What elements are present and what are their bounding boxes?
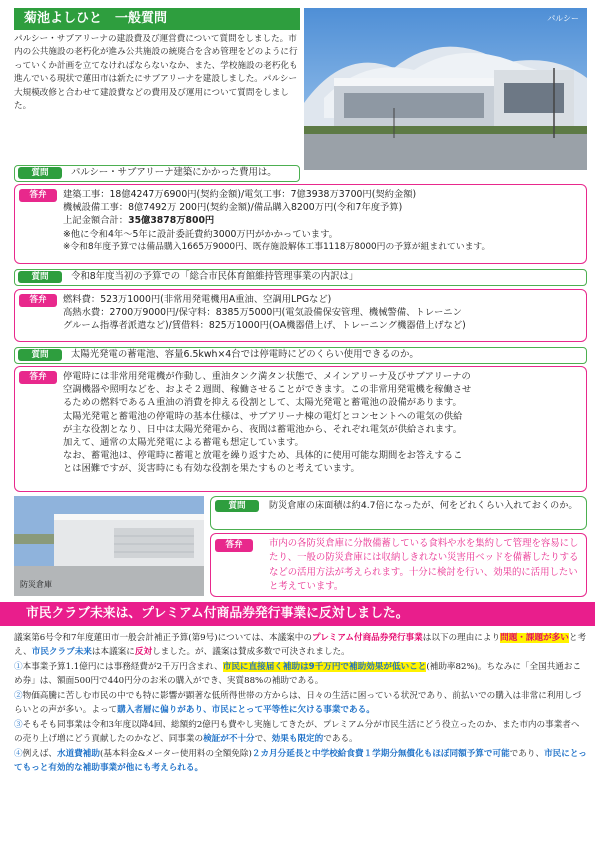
question-tag: 質問 xyxy=(18,167,62,179)
answer-tag: 答弁 xyxy=(19,371,57,384)
intro-paragraph: パルシー・サブアリーナの建設費及び運営費について質問をしました。市内の公共施設の老朽化が進み公共施設の統廃合を含め管理をどのように行っていくか計画を立てなければならないなか、また、学校施設の老朽化も進んでいる現状で蓮田市は新たにサブアリーナを建設しました。パルシー大規模改修と合わせて建設費などの費用及び運用について質問をしました。 xyxy=(14,34,298,112)
answer-tag: 答弁 xyxy=(19,189,57,202)
answer-text: 市内の各防災倉庫に分散備蓄している食料や水を集約して管理を容易にしたり、一般の防災倉庫には収納しきれない災害用ベッドを備蓄したりするなどの活用方法が考えられます。十分に検討を行い、効果的に活用したいと考えています。 xyxy=(269,538,579,592)
question-1 xyxy=(14,165,300,182)
answer-line: ※他に令和4年～5年に設計委託費約3000万円がかかっています。 xyxy=(63,228,338,240)
question-3 xyxy=(14,347,587,364)
question-text: パルシー・サブアリーナ建築にかかった費用は。 xyxy=(71,167,277,178)
answer-tag: 答弁 xyxy=(19,294,57,307)
answer-4 xyxy=(210,533,587,597)
opposition-body xyxy=(14,631,587,775)
answer-line: なお、蓄電池は、停電時に蓄電と放電を繰り返すため、具体的に使用可能な期間をお答えするこ xyxy=(63,450,463,462)
answer-line: が主な役割となり、日中は太陽光発電から、夜間は蓄電池から、それぞれ電気が供給されます。 xyxy=(63,423,463,435)
answer-line: 燃料費：523万1000円(非常用発電機用A重油、空調用LPGなど) xyxy=(63,294,332,305)
section-title: 菊池よしひと 一般質問 xyxy=(14,8,300,30)
photo-caption: 防災倉庫 xyxy=(20,579,52,589)
answer-line: 機械設備工事：8億7492万 200円(契約金額)/備品購入8200万円(令和7年度予算) xyxy=(63,202,403,214)
total-value: 35億3878万800円 xyxy=(128,215,215,227)
body-paragraph-3: ②物価高騰に苦しむ市民の中でも特に影響が顕著な低所得世帯の方からは、日々の生活に困っている状況であり、前払いでの購入は非常に利用しづらいとの声が多い。よって購入者層に偏りがあり、市民にとって平等性に欠ける事業である。 xyxy=(14,690,582,716)
answer-line: 空調機器や照明などを、およそ２週間、稼働させることができます。この非常用発電機を稼働させ xyxy=(63,384,472,396)
photo-caption: パルシー xyxy=(547,14,579,23)
body-paragraph-5: ④例えば、水道費補助(基本料金&メーター使用料の全額免除)２カ月分延長と中学校給食費１学期分無償化もほぼ同額予算で可能であり、市民にとってもっと有効的な補助事業が他にも考えられる。 xyxy=(14,748,587,773)
answer-line: 高熱水費：2700万9000円/保守料：8385万5000円(電気設備保安管理、機械警備、トレーニン xyxy=(63,307,462,319)
question-text: 防災倉庫の床面積は約4.7倍になったが、何をどれくらい入れておくのか。 xyxy=(269,500,578,511)
question-tag: 質問 xyxy=(18,271,62,283)
body-paragraph-4: ③そもそも同事業は令和3年度以降4回、総額約2億円も費やし実施してきたが、プレミアム分が市民生活にどう役立ったのか、また市内の事業者への売り上げ増にどう貢献したのかなど、同事業の検証が不十分で、効果も限定的である。 xyxy=(14,719,580,745)
answer-2 xyxy=(14,289,587,342)
answer-line: 停電時には非常用発電機が作動し、重油タンク満タン状態で、メインアリーナ及びサブアリーナの xyxy=(63,371,471,382)
question-tag: 質問 xyxy=(18,349,62,361)
disaster-warehouse-photo xyxy=(14,496,204,596)
body-paragraph-2: ①本事業予算1.1億円には事務経費が2千万円含まれ、市民に直接届く補助は9千万円で補助効果が低いこと(補助率82%)。ちなみに「全国共通おこめ券」は、額面500円で440円分のお米の購入ができ、実質88%の補助である。 xyxy=(14,661,582,687)
answer-line: とは困難ですが、災害時にも有効な役割を果たすものと考えています。 xyxy=(63,463,360,475)
parcy-building-photo xyxy=(304,8,587,170)
answer-line: 加えて、通常の太陽光発電による蓄電も想定しています。 xyxy=(63,436,304,448)
answer-line: 太陽光発電と蓄電池の停電時の基本仕様は、サブアリーナ棟の電灯とコンセントへの電気の供給 xyxy=(63,410,463,422)
section-banner: 市民クラブ未来は、プレミアム付商品券発行事業に反対しました。 xyxy=(0,602,595,626)
question-2 xyxy=(14,269,587,286)
answer-line: 建築工事：18億4247万6900円(契約金額)/電気工事：7億3938万3700円(契約金額) xyxy=(63,189,417,200)
answer-line: グルーム指導者派遣など)/賃借料：825万1000円(OA機器借上げ、トレーニング機器借上げなど) xyxy=(63,320,466,332)
answer-1 xyxy=(14,184,587,264)
question-tag: 質問 xyxy=(215,500,259,512)
question-4 xyxy=(210,496,587,530)
answer-line: るための燃料であるＡ重油の消費を抑える役割として、太陽光発電と蓄電池の設備があります。 xyxy=(63,397,462,409)
answer-tag: 答弁 xyxy=(215,539,253,552)
question-text: 令和8年度当初の予算での「総合市民体育館維持管理事業の内訳は」 xyxy=(71,271,359,282)
answer-3 xyxy=(14,366,587,492)
answer-total-line xyxy=(63,214,578,227)
answer-line: ※令和8年度予算では備品購入1665万9000円、既存施設解体工事1118万8000円の予算が組まれています。 xyxy=(63,241,491,252)
question-text: 太陽光発電の蓄電池、容量6.5kwh×4台では停電時にどのくらい使用できるのか。 xyxy=(71,349,419,360)
body-paragraph-1: 議案第6号令和7年度蓮田市一般会計補正予算(第9号)については、本議案中のプレミアム付商品券発行事業は以下の理由により問題・課題が多いと考え、市民クラブ未来は本議案に反対しました。が、議案は賛成多数で可決されました。 xyxy=(14,633,587,658)
total-label: 上記金額合計： xyxy=(63,215,129,227)
